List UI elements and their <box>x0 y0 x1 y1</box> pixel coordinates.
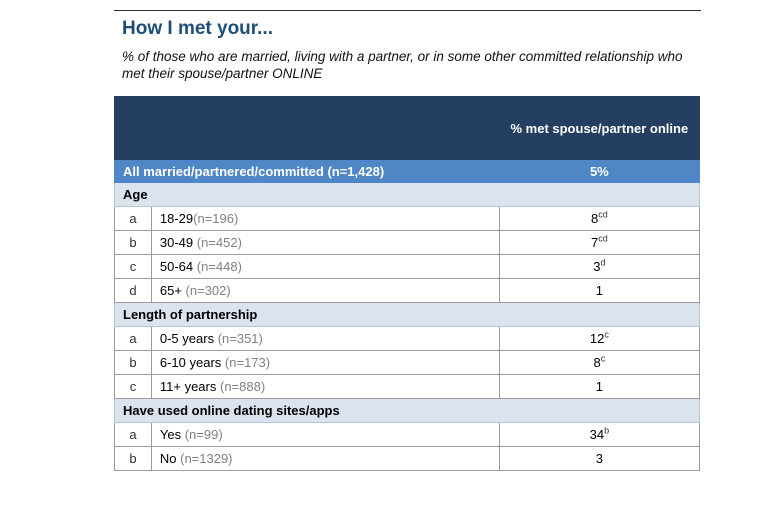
row-letter: c <box>115 255 152 279</box>
results-table <box>114 96 700 471</box>
row-group-cell <box>151 255 499 279</box>
row-group-label: 0-5 years <box>159 331 218 346</box>
table-row <box>115 231 700 255</box>
table-header-row <box>115 97 700 160</box>
row-value-cell <box>499 207 699 231</box>
significance-marker: b <box>604 425 610 436</box>
row-value-cell <box>499 423 699 447</box>
significance-marker: cd <box>598 209 608 220</box>
all-respondents-label: All married/partnered/committed (n=1,428) <box>115 160 500 183</box>
row-group-cell <box>151 279 499 303</box>
row-sample-size: (n=888) <box>219 379 266 394</box>
row-value-cell <box>499 279 699 303</box>
row-value: 34 <box>589 427 605 442</box>
row-group-label: 18-29 <box>159 211 194 226</box>
table-row <box>115 447 700 471</box>
significance-marker: d <box>600 257 606 268</box>
row-letter: b <box>115 351 152 375</box>
row-letter: d <box>115 279 152 303</box>
row-group-cell <box>151 207 499 231</box>
row-sample-size: (n=99) <box>184 427 223 442</box>
all-respondents-row <box>115 160 700 183</box>
table-row <box>115 279 700 303</box>
row-group-cell <box>151 423 499 447</box>
row-sample-size: (n=351) <box>217 331 263 346</box>
row-value: 1 <box>595 379 603 394</box>
row-group-cell <box>151 375 499 399</box>
row-value: 3 <box>595 451 603 466</box>
section-heading: Age <box>115 183 700 207</box>
row-group-cell <box>151 327 499 351</box>
section-heading: Have used online dating sites/apps <box>115 399 700 423</box>
row-value: 8 <box>590 211 599 226</box>
page-subtitle: % of those who are married, living with a partner, or in some other committed relationship who met their spouse/partner ONLINE <box>122 49 683 81</box>
row-group-label: 50-64 <box>159 259 197 274</box>
row-value: 3 <box>593 259 601 274</box>
row-value: 1 <box>595 283 603 298</box>
row-letter: b <box>115 231 152 255</box>
table-row <box>115 351 700 375</box>
page-title: How I met your... <box>122 18 273 39</box>
row-value-cell <box>499 351 699 375</box>
row-letter: b <box>115 447 152 471</box>
row-value-cell <box>499 447 699 471</box>
section-heading-row <box>115 399 700 423</box>
row-group-label: 65+ <box>159 283 186 298</box>
column-header: % met spouse/partner online <box>499 97 699 160</box>
table-row <box>115 375 700 399</box>
section-heading: Length of partnership <box>115 303 700 327</box>
row-group-cell <box>151 231 499 255</box>
table-row <box>115 423 700 447</box>
row-value-cell <box>499 327 699 351</box>
row-group-cell <box>151 447 499 471</box>
table-row <box>115 327 700 351</box>
row-sample-size: (n=452) <box>196 235 242 250</box>
row-group-label: Yes <box>159 427 185 442</box>
top-rule <box>114 10 701 11</box>
row-letter: a <box>115 327 152 351</box>
table-row <box>115 207 700 231</box>
section-heading-row <box>115 183 700 207</box>
row-group-label: No <box>159 451 181 466</box>
row-value: 12 <box>589 331 605 346</box>
significance-marker: cd <box>598 233 608 244</box>
row-value-cell <box>499 255 699 279</box>
table-row <box>115 255 700 279</box>
section-heading-row <box>115 303 700 327</box>
row-value-cell <box>499 375 699 399</box>
row-letter: a <box>115 207 152 231</box>
row-group-cell <box>151 351 499 375</box>
row-value: 8 <box>593 355 601 370</box>
row-sample-size: (n=302) <box>185 283 231 298</box>
row-group-label: 30-49 <box>159 235 197 250</box>
row-sample-size: (n=196) <box>193 211 239 226</box>
row-sample-size: (n=173) <box>224 355 271 370</box>
row-sample-size: (n=448) <box>196 259 242 274</box>
significance-marker: c <box>604 329 609 340</box>
significance-marker: c <box>600 353 606 364</box>
row-letter: c <box>115 375 152 399</box>
row-group-label: 6-10 years <box>159 355 225 370</box>
row-value: 7 <box>590 235 599 250</box>
row-sample-size: (n=1329) <box>180 451 233 466</box>
row-value-cell <box>499 231 699 255</box>
row-letter: a <box>115 423 152 447</box>
all-respondents-value: 5% <box>499 160 699 183</box>
header-blank-cell <box>115 97 500 160</box>
row-group-label: 11+ years <box>159 379 220 394</box>
